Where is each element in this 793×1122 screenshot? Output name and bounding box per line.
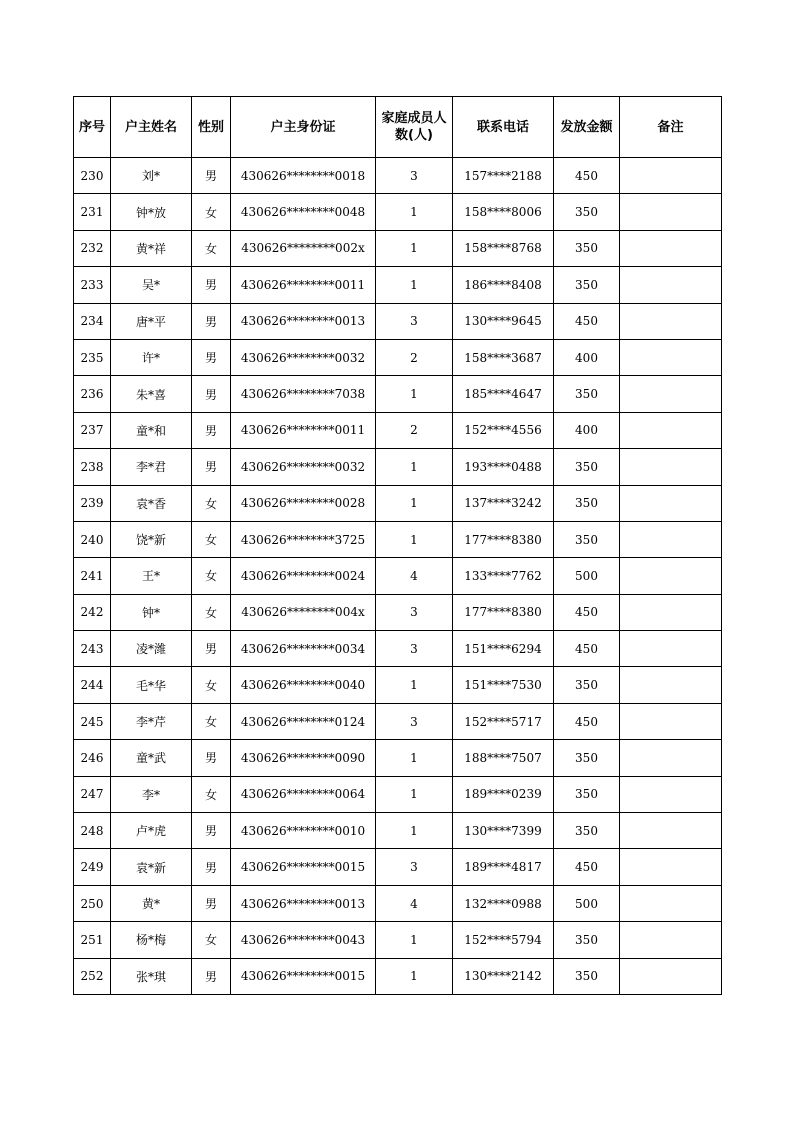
cell-seq: 248	[74, 813, 111, 849]
cell-name: 唐*平	[111, 303, 192, 339]
cell-family-count: 3	[376, 631, 453, 667]
table-body	[74, 158, 722, 995]
cell-family-count: 1	[376, 521, 453, 557]
cell-family-count: 1	[376, 667, 453, 703]
cell-family-count: 1	[376, 230, 453, 266]
table-row	[74, 303, 722, 339]
cell-gender: 男	[192, 376, 231, 412]
cell-gender: 男	[192, 267, 231, 303]
cell-amount: 350	[554, 449, 620, 485]
table-row	[74, 339, 722, 375]
cell-seq: 246	[74, 740, 111, 776]
cell-phone: 152****5717	[453, 703, 554, 739]
table-row	[74, 194, 722, 230]
cell-name: 李*君	[111, 449, 192, 485]
cell-remark	[620, 158, 722, 194]
cell-seq: 247	[74, 776, 111, 812]
header-gender: 性别	[192, 97, 231, 158]
cell-phone: 157****2188	[453, 158, 554, 194]
cell-id-card: 430626********0064	[231, 776, 376, 812]
header-phone: 联系电话	[453, 97, 554, 158]
cell-amount: 350	[554, 267, 620, 303]
cell-name: 凌*潍	[111, 631, 192, 667]
cell-remark	[620, 776, 722, 812]
cell-remark	[620, 194, 722, 230]
cell-name: 黄*祥	[111, 230, 192, 266]
cell-amount: 350	[554, 230, 620, 266]
cell-gender: 男	[192, 339, 231, 375]
cell-remark	[620, 230, 722, 266]
cell-family-count: 2	[376, 412, 453, 448]
header-head-name: 户主姓名	[111, 97, 192, 158]
cell-remark	[620, 303, 722, 339]
cell-remark	[620, 267, 722, 303]
subsidy-table	[73, 96, 722, 995]
cell-family-count: 1	[376, 776, 453, 812]
cell-phone: 158****8768	[453, 230, 554, 266]
cell-name: 钟*	[111, 594, 192, 630]
cell-amount: 350	[554, 521, 620, 557]
cell-gender: 女	[192, 594, 231, 630]
cell-remark	[620, 849, 722, 885]
cell-gender: 女	[192, 521, 231, 557]
cell-gender: 男	[192, 449, 231, 485]
cell-phone: 188****7507	[453, 740, 554, 776]
cell-name: 李*芹	[111, 703, 192, 739]
table-row	[74, 521, 722, 557]
cell-remark	[620, 958, 722, 994]
cell-gender: 男	[192, 631, 231, 667]
cell-gender: 女	[192, 194, 231, 230]
cell-amount: 350	[554, 776, 620, 812]
cell-gender: 女	[192, 922, 231, 958]
cell-amount: 350	[554, 958, 620, 994]
cell-phone: 133****7762	[453, 558, 554, 594]
cell-seq: 244	[74, 667, 111, 703]
cell-id-card: 430626********0040	[231, 667, 376, 703]
cell-amount: 350	[554, 485, 620, 521]
cell-seq: 230	[74, 158, 111, 194]
cell-name: 刘*	[111, 158, 192, 194]
table-row	[74, 776, 722, 812]
cell-phone: 152****5794	[453, 922, 554, 958]
cell-phone: 151****6294	[453, 631, 554, 667]
table-row	[74, 485, 722, 521]
cell-name: 袁*香	[111, 485, 192, 521]
cell-seq: 232	[74, 230, 111, 266]
table-row	[74, 230, 722, 266]
cell-name: 童*武	[111, 740, 192, 776]
cell-family-count: 1	[376, 194, 453, 230]
cell-family-count: 2	[376, 339, 453, 375]
cell-id-card: 430626********0011	[231, 412, 376, 448]
table-row	[74, 449, 722, 485]
table-row	[74, 849, 722, 885]
table-row	[74, 958, 722, 994]
cell-remark	[620, 703, 722, 739]
cell-amount: 400	[554, 339, 620, 375]
cell-remark	[620, 339, 722, 375]
cell-gender: 男	[192, 303, 231, 339]
cell-name: 黄*	[111, 885, 192, 921]
cell-amount: 450	[554, 594, 620, 630]
table-row	[74, 703, 722, 739]
cell-name: 吴*	[111, 267, 192, 303]
cell-gender: 女	[192, 703, 231, 739]
cell-name: 毛*华	[111, 667, 192, 703]
cell-remark	[620, 594, 722, 630]
cell-remark	[620, 813, 722, 849]
cell-name: 钟*放	[111, 194, 192, 230]
cell-name: 张*琪	[111, 958, 192, 994]
cell-name: 朱*喜	[111, 376, 192, 412]
cell-id-card: 430626********0048	[231, 194, 376, 230]
cell-id-card: 430626********3725	[231, 521, 376, 557]
cell-family-count: 1	[376, 813, 453, 849]
cell-phone: 193****0488	[453, 449, 554, 485]
cell-amount: 450	[554, 158, 620, 194]
cell-family-count: 4	[376, 558, 453, 594]
cell-phone: 151****7530	[453, 667, 554, 703]
cell-amount: 450	[554, 631, 620, 667]
header-remark: 备注	[620, 97, 722, 158]
cell-amount: 450	[554, 703, 620, 739]
table-row	[74, 558, 722, 594]
cell-name: 饶*新	[111, 521, 192, 557]
cell-seq: 235	[74, 339, 111, 375]
cell-family-count: 3	[376, 849, 453, 885]
cell-phone: 177****8380	[453, 594, 554, 630]
cell-id-card: 430626********0028	[231, 485, 376, 521]
cell-remark	[620, 667, 722, 703]
cell-amount: 350	[554, 813, 620, 849]
cell-seq: 251	[74, 922, 111, 958]
cell-phone: 158****8006	[453, 194, 554, 230]
cell-seq: 250	[74, 885, 111, 921]
cell-name: 卢*虎	[111, 813, 192, 849]
cell-seq: 233	[74, 267, 111, 303]
cell-id-card: 430626********0043	[231, 922, 376, 958]
cell-phone: 189****4817	[453, 849, 554, 885]
cell-family-count: 1	[376, 922, 453, 958]
table-row	[74, 376, 722, 412]
table-row	[74, 813, 722, 849]
cell-id-card: 430626********0015	[231, 849, 376, 885]
header-seq: 序号	[74, 97, 111, 158]
cell-seq: 239	[74, 485, 111, 521]
cell-id-card: 430626********0034	[231, 631, 376, 667]
cell-amount: 450	[554, 303, 620, 339]
cell-seq: 238	[74, 449, 111, 485]
cell-amount: 350	[554, 922, 620, 958]
cell-id-card: 430626********004x	[231, 594, 376, 630]
header-amount: 发放金额	[554, 97, 620, 158]
header-family-count-label: 家庭成员人数(人)	[381, 111, 447, 143]
cell-remark	[620, 485, 722, 521]
cell-seq: 252	[74, 958, 111, 994]
cell-phone: 132****0988	[453, 885, 554, 921]
cell-phone: 186****8408	[453, 267, 554, 303]
table-row	[74, 631, 722, 667]
cell-id-card: 430626********0013	[231, 885, 376, 921]
cell-family-count: 1	[376, 740, 453, 776]
cell-seq: 236	[74, 376, 111, 412]
cell-gender: 男	[192, 412, 231, 448]
cell-amount: 500	[554, 885, 620, 921]
cell-seq: 249	[74, 849, 111, 885]
cell-id-card: 430626********0032	[231, 449, 376, 485]
table-row	[74, 158, 722, 194]
cell-seq: 242	[74, 594, 111, 630]
cell-id-card: 430626********0011	[231, 267, 376, 303]
cell-remark	[620, 449, 722, 485]
table-row	[74, 922, 722, 958]
header-id-card: 户主身份证	[231, 97, 376, 158]
cell-amount: 350	[554, 376, 620, 412]
cell-remark	[620, 922, 722, 958]
cell-name: 王*	[111, 558, 192, 594]
cell-phone: 185****4647	[453, 376, 554, 412]
cell-name: 童*和	[111, 412, 192, 448]
cell-gender: 男	[192, 958, 231, 994]
table-row	[74, 267, 722, 303]
cell-remark	[620, 885, 722, 921]
cell-gender: 女	[192, 667, 231, 703]
cell-seq: 245	[74, 703, 111, 739]
cell-seq: 231	[74, 194, 111, 230]
cell-seq: 240	[74, 521, 111, 557]
cell-family-count: 1	[376, 376, 453, 412]
table-row	[74, 740, 722, 776]
cell-family-count: 1	[376, 449, 453, 485]
cell-id-card: 430626********7038	[231, 376, 376, 412]
cell-family-count: 1	[376, 958, 453, 994]
table-row	[74, 885, 722, 921]
cell-name: 许*	[111, 339, 192, 375]
cell-id-card: 430626********002x	[231, 230, 376, 266]
cell-amount: 350	[554, 194, 620, 230]
cell-family-count: 3	[376, 303, 453, 339]
table-row	[74, 594, 722, 630]
cell-gender: 女	[192, 558, 231, 594]
cell-gender: 男	[192, 740, 231, 776]
cell-seq: 243	[74, 631, 111, 667]
cell-seq: 237	[74, 412, 111, 448]
cell-id-card: 430626********0024	[231, 558, 376, 594]
cell-remark	[620, 412, 722, 448]
cell-phone: 177****8380	[453, 521, 554, 557]
cell-remark	[620, 740, 722, 776]
cell-remark	[620, 631, 722, 667]
cell-family-count: 3	[376, 158, 453, 194]
cell-name: 杨*梅	[111, 922, 192, 958]
cell-id-card: 430626********0032	[231, 339, 376, 375]
cell-id-card: 430626********0018	[231, 158, 376, 194]
cell-amount: 350	[554, 667, 620, 703]
cell-phone: 158****3687	[453, 339, 554, 375]
cell-phone: 152****4556	[453, 412, 554, 448]
header-family-count	[376, 97, 453, 158]
cell-phone: 189****0239	[453, 776, 554, 812]
cell-phone: 130****9645	[453, 303, 554, 339]
cell-seq: 234	[74, 303, 111, 339]
cell-amount: 350	[554, 740, 620, 776]
cell-id-card: 430626********0090	[231, 740, 376, 776]
cell-id-card: 430626********0015	[231, 958, 376, 994]
cell-gender: 女	[192, 230, 231, 266]
cell-family-count: 4	[376, 885, 453, 921]
table-row	[74, 412, 722, 448]
cell-family-count: 1	[376, 267, 453, 303]
cell-gender: 女	[192, 485, 231, 521]
cell-remark	[620, 558, 722, 594]
cell-phone: 130****2142	[453, 958, 554, 994]
cell-family-count: 1	[376, 485, 453, 521]
cell-id-card: 430626********0013	[231, 303, 376, 339]
cell-id-card: 430626********0010	[231, 813, 376, 849]
cell-phone: 137****3242	[453, 485, 554, 521]
cell-family-count: 3	[376, 703, 453, 739]
cell-amount: 500	[554, 558, 620, 594]
cell-family-count: 3	[376, 594, 453, 630]
cell-amount: 400	[554, 412, 620, 448]
cell-phone: 130****7399	[453, 813, 554, 849]
cell-gender: 男	[192, 849, 231, 885]
cell-gender: 男	[192, 158, 231, 194]
cell-gender: 男	[192, 885, 231, 921]
cell-id-card: 430626********0124	[231, 703, 376, 739]
table-header-row	[74, 97, 722, 158]
cell-amount: 450	[554, 849, 620, 885]
cell-remark	[620, 376, 722, 412]
cell-name: 李*	[111, 776, 192, 812]
cell-gender: 男	[192, 813, 231, 849]
cell-gender: 女	[192, 776, 231, 812]
cell-remark	[620, 521, 722, 557]
cell-name: 袁*新	[111, 849, 192, 885]
cell-seq: 241	[74, 558, 111, 594]
table-row	[74, 667, 722, 703]
